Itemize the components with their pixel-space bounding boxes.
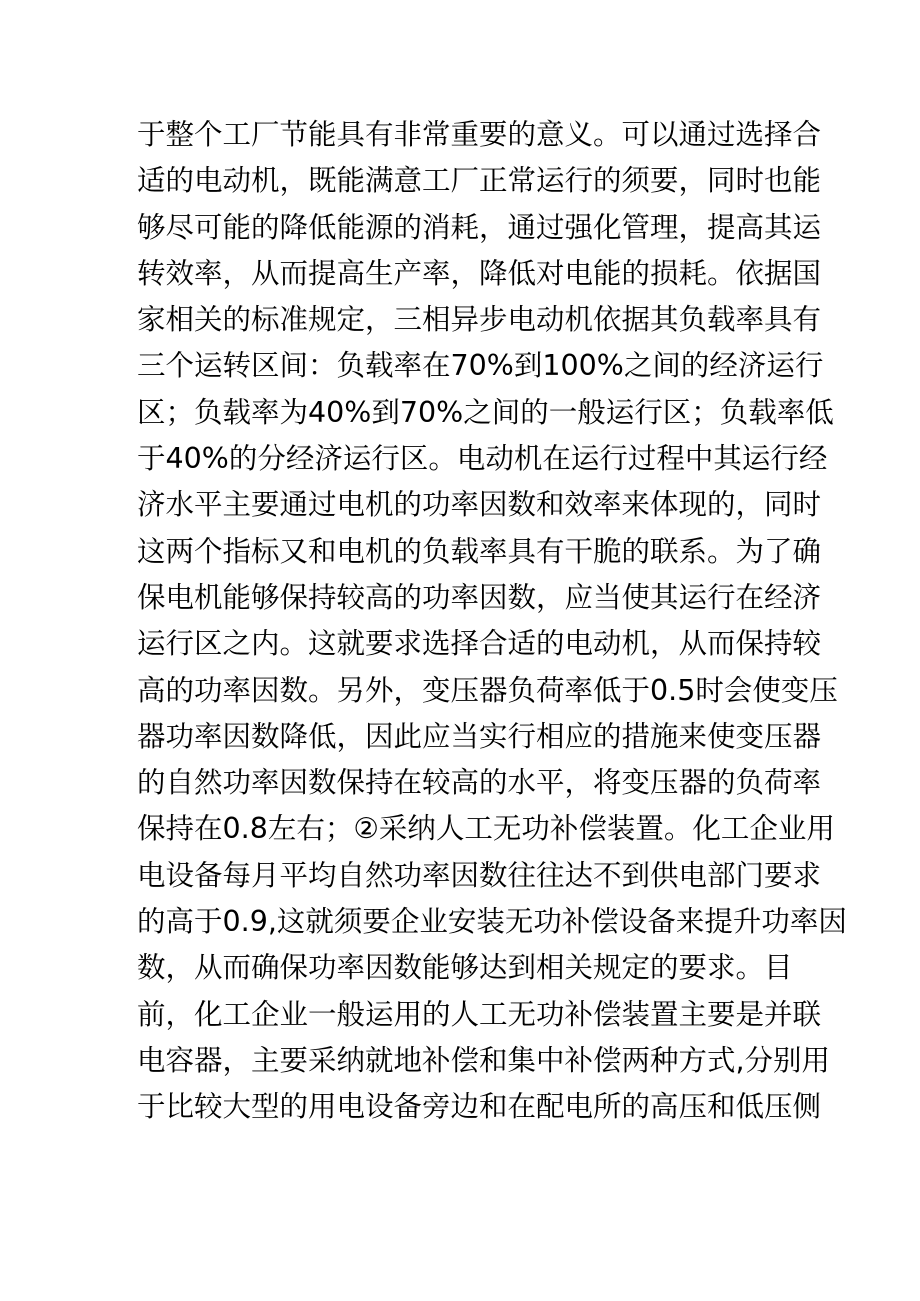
text-line: 三个运转区间：负载率在70%到100%之间的经济运行 [137,349,824,383]
text-line: 转效率，从而提高生产率，降低对电能的损耗。依据国 [137,256,822,290]
text-line: 电设备每月平均自然功率因数往往达不到供电部门要求 [137,858,822,892]
text-line: 济水平主要通过电机的功率因数和效率来体现的，同时 [137,488,822,522]
text-line: 于比较大型的用电设备旁边和在配电所的高压和低压侧 [137,1090,822,1124]
text-line: 高的功率因数。另外，变压器负荷率低于0.5时会使变压 [137,673,838,707]
text-line: 运行区之内。这就要求选择合适的电动机，从而保持较 [137,627,822,661]
text-line: 数，从而确保功率因数能够达到相关规定的要求。目 [137,951,793,985]
text-line: 器功率因数降低，因此应当实行相应的措施来使变压器 [137,719,822,753]
text-line: 够尽可能的降低能源的消耗，通过强化管理，提高其运 [137,210,822,244]
text-line: 的自然功率因数保持在较高的水平，将变压器的负荷率 [137,766,822,800]
text-line: 保电机能够保持较高的功率因数，应当使其运行在经济 [137,580,822,614]
text-line: 保持在0.8左右；②采纳人工无功补偿装置。化工企业用 [137,812,835,846]
text-line: 家相关的标准规定，三相异步电动机依据其负载率具有 [137,303,822,337]
text-line: 于整个工厂节能具有非常重要的意义。可以通过选择合 [137,118,822,151]
body-paragraph [137,112,847,1131]
text-line: 适的电动机，既能满意工厂正常运行的须要，同时也能 [137,164,822,198]
text-line: 前，化工企业一般运用的人工无功补偿装置主要是并联 [137,997,822,1031]
text-line: 区；负载率为40%到70%之间的一般运行区；负载率低 [137,395,834,429]
text-line: 这两个指标又和电机的负载率具有干脆的联系。为了确 [137,534,822,568]
text-line: 的高于0.9,这就须要企业安装无功补偿设备来提升功率因 [137,905,847,939]
text-line: 于40%的分经济运行区。电动机在运行过程中其运行经 [137,442,828,476]
text-line: 电容器，主要采纳就地补偿和集中补偿两种方式,分别用 [137,1043,831,1077]
